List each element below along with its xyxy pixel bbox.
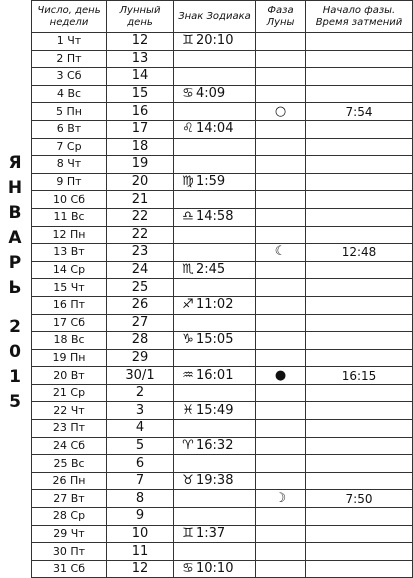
- table-row: [32, 402, 413, 420]
- table-row: [32, 208, 413, 226]
- date-cell: 13 Вт: [32, 244, 107, 262]
- zodiac-cell: [174, 85, 256, 103]
- moon-phase-icon: ●: [256, 367, 306, 385]
- side-letter: Ь: [8, 277, 22, 298]
- phase-start-time: [306, 384, 413, 402]
- zodiac-sign-icon: ♌: [182, 121, 194, 137]
- lunar-day-cell: 17: [107, 120, 174, 138]
- zodiac-cell: [174, 420, 256, 438]
- phase-start-time: [306, 50, 413, 68]
- date-cell: 12 Пн: [32, 226, 107, 244]
- lunar-day-cell: 10: [107, 525, 174, 543]
- date-cell: 7 Ср: [32, 138, 107, 156]
- zodiac-time: 19:38: [196, 473, 234, 489]
- lunar-day-cell: 3: [107, 402, 174, 420]
- moon-phase-icon: [256, 279, 306, 297]
- month-year-vertical-label: [0, 0, 30, 565]
- header-zodiac: Знак Зодиака: [174, 1, 256, 33]
- moon-phase-icon: ○: [256, 103, 306, 121]
- table-row: [32, 261, 413, 279]
- zodiac-cell: [174, 138, 256, 156]
- zodiac-time: 10:10: [196, 561, 234, 577]
- moon-phase-icon: [256, 455, 306, 473]
- zodiac-sign-icon: ♈: [182, 437, 194, 453]
- zodiac-sign-icon: ♊: [182, 33, 194, 49]
- table-row: [32, 33, 413, 51]
- zodiac-cell: [174, 296, 256, 314]
- zodiac-sign-icon: ♑: [182, 332, 194, 348]
- date-cell: 3 Сб: [32, 68, 107, 86]
- zodiac-sign-icon: ♊: [182, 525, 194, 541]
- date-cell: 2 Пт: [32, 50, 107, 68]
- moon-phase-icon: ☽: [256, 490, 306, 508]
- table-row: [32, 279, 413, 297]
- date-cell: 16 Пт: [32, 296, 107, 314]
- phase-start-time: [306, 156, 413, 174]
- zodiac-time: 14:58: [196, 209, 234, 225]
- lunar-day-cell: 13: [107, 50, 174, 68]
- header-row: [32, 1, 413, 33]
- table-row: [32, 50, 413, 68]
- zodiac-cell: [174, 490, 256, 508]
- moon-phase-icon: [256, 138, 306, 156]
- header-eclipse-time: Начало фазы. Время затмений: [306, 1, 413, 33]
- lunar-day-cell: 18: [107, 138, 174, 156]
- lunar-day-cell: 6: [107, 455, 174, 473]
- lunar-day-cell: 11: [107, 543, 174, 561]
- phase-start-time: [306, 173, 413, 191]
- lunar-day-cell: 7: [107, 472, 174, 490]
- table-row: [32, 490, 413, 508]
- date-cell: 18 Вс: [32, 332, 107, 350]
- phase-start-time: [306, 543, 413, 561]
- table-row: [32, 367, 413, 385]
- zodiac-sign-icon: ♓: [182, 402, 194, 418]
- moon-phase-icon: [256, 543, 306, 561]
- side-digit: 1: [9, 366, 21, 387]
- lunar-day-cell: 22: [107, 226, 174, 244]
- side-letter: Н: [7, 177, 23, 198]
- zodiac-time: 20:10: [196, 33, 234, 49]
- header-date: Число, день недели: [32, 1, 107, 33]
- lunar-day-cell: 5: [107, 437, 174, 455]
- zodiac-time: 16:32: [196, 437, 234, 453]
- zodiac-cell: [174, 68, 256, 86]
- moon-phase-icon: [256, 525, 306, 543]
- zodiac-cell: [174, 560, 256, 578]
- zodiac-time: 1:59: [196, 174, 226, 190]
- moon-phase-icon: [256, 261, 306, 279]
- table-row: [32, 349, 413, 367]
- phase-start-time: [306, 279, 413, 297]
- zodiac-sign-icon: ♉: [182, 473, 194, 489]
- date-cell: 9 Пт: [32, 173, 107, 191]
- moon-phase-icon: [256, 332, 306, 350]
- zodiac-sign-icon: ♋: [182, 86, 194, 102]
- table-row: [32, 103, 413, 121]
- zodiac-cell: [174, 525, 256, 543]
- date-cell: 5 Пн: [32, 103, 107, 121]
- table-row: [32, 226, 413, 244]
- date-cell: 28 Ср: [32, 508, 107, 526]
- zodiac-cell: [174, 173, 256, 191]
- phase-start-time: [306, 560, 413, 578]
- date-cell: 27 Вт: [32, 490, 107, 508]
- phase-start-time: [306, 420, 413, 438]
- phase-start-time: [306, 296, 413, 314]
- zodiac-time: 4:09: [196, 86, 226, 102]
- zodiac-cell: [174, 156, 256, 174]
- zodiac-cell: [174, 508, 256, 526]
- table-row: [32, 296, 413, 314]
- table-row: [32, 85, 413, 103]
- lunar-day-cell: 12: [107, 33, 174, 51]
- zodiac-cell: [174, 314, 256, 332]
- zodiac-cell: [174, 455, 256, 473]
- zodiac-cell: [174, 279, 256, 297]
- moon-phase-icon: [256, 50, 306, 68]
- zodiac-cell: [174, 226, 256, 244]
- date-cell: 8 Чт: [32, 156, 107, 174]
- lunar-day-cell: 2: [107, 384, 174, 402]
- side-digit: 5: [9, 391, 21, 412]
- zodiac-cell: [174, 33, 256, 51]
- table-row: [32, 384, 413, 402]
- zodiac-cell: [174, 120, 256, 138]
- phase-start-time: 16:15: [306, 367, 413, 385]
- side-letter: В: [8, 202, 22, 223]
- table-row: [32, 68, 413, 86]
- moon-phase-icon: [256, 226, 306, 244]
- zodiac-cell: [174, 349, 256, 367]
- phase-start-time: [306, 208, 413, 226]
- phase-start-time: [306, 191, 413, 209]
- side-letter: Я: [8, 152, 22, 173]
- date-cell: 25 Вс: [32, 455, 107, 473]
- moon-phase-icon: [256, 472, 306, 490]
- date-cell: 10 Сб: [32, 191, 107, 209]
- zodiac-cell: [174, 191, 256, 209]
- zodiac-cell: [174, 244, 256, 262]
- zodiac-cell: [174, 332, 256, 350]
- zodiac-cell: [174, 50, 256, 68]
- moon-phase-icon: [256, 508, 306, 526]
- phase-start-time: [306, 508, 413, 526]
- zodiac-time: 11:02: [196, 297, 234, 313]
- date-cell: 31 Сб: [32, 560, 107, 578]
- side-digit: 0: [9, 341, 21, 362]
- date-cell: 4 Вс: [32, 85, 107, 103]
- lunar-day-cell: 8: [107, 490, 174, 508]
- table-row: [32, 156, 413, 174]
- phase-start-time: [306, 138, 413, 156]
- phase-start-time: [306, 120, 413, 138]
- zodiac-sign-icon: ♐: [182, 297, 194, 313]
- phase-start-time: 12:48: [306, 244, 413, 262]
- phase-start-time: [306, 332, 413, 350]
- zodiac-time: 2:45: [196, 262, 226, 278]
- zodiac-sign-icon: ♏: [182, 262, 194, 278]
- moon-phase-icon: [256, 402, 306, 420]
- zodiac-time: 16:01: [196, 367, 234, 383]
- date-cell: 11 Вс: [32, 208, 107, 226]
- lunar-calendar-table: [31, 0, 413, 578]
- zodiac-cell: [174, 384, 256, 402]
- date-cell: 6 Вт: [32, 120, 107, 138]
- date-cell: 30 Пт: [32, 543, 107, 561]
- zodiac-sign-icon: ♍: [182, 174, 194, 190]
- moon-phase-icon: [256, 437, 306, 455]
- lunar-day-cell: 23: [107, 244, 174, 262]
- phase-start-time: [306, 472, 413, 490]
- phase-start-time: [306, 226, 413, 244]
- moon-phase-icon: [256, 85, 306, 103]
- zodiac-cell: [174, 261, 256, 279]
- zodiac-time: 14:04: [196, 121, 234, 137]
- side-letter: Р: [8, 252, 22, 273]
- phase-start-time: 7:54: [306, 103, 413, 121]
- lunar-day-cell: 12: [107, 560, 174, 578]
- moon-phase-icon: [256, 384, 306, 402]
- lunar-day-cell: 22: [107, 208, 174, 226]
- zodiac-cell: [174, 103, 256, 121]
- table-row: [32, 332, 413, 350]
- zodiac-cell: [174, 543, 256, 561]
- header-lunar-day: Лунный день: [107, 1, 174, 33]
- moon-phase-icon: [256, 420, 306, 438]
- lunar-day-cell: 15: [107, 85, 174, 103]
- zodiac-time: 15:49: [196, 402, 234, 418]
- moon-phase-icon: [256, 349, 306, 367]
- lunar-day-cell: 16: [107, 103, 174, 121]
- zodiac-cell: [174, 402, 256, 420]
- phase-start-time: [306, 261, 413, 279]
- table-row: [32, 508, 413, 526]
- table-row: [32, 120, 413, 138]
- header-moon-phase: Фаза Луны: [256, 1, 306, 33]
- moon-phase-icon: [256, 68, 306, 86]
- table-row: [32, 191, 413, 209]
- table-row: [32, 420, 413, 438]
- zodiac-sign-icon: ♋: [182, 561, 194, 577]
- zodiac-cell: [174, 208, 256, 226]
- zodiac-time: 1:37: [196, 525, 226, 541]
- date-cell: 29 Чт: [32, 525, 107, 543]
- zodiac-sign-icon: ♒: [182, 367, 194, 383]
- table-body: [32, 33, 413, 578]
- phase-start-time: [306, 314, 413, 332]
- table-row: [32, 138, 413, 156]
- phase-start-time: [306, 437, 413, 455]
- moon-phase-icon: [256, 120, 306, 138]
- side-letter: А: [8, 227, 22, 248]
- table-row: [32, 472, 413, 490]
- zodiac-cell: [174, 472, 256, 490]
- table-row: [32, 455, 413, 473]
- lunar-day-cell: 24: [107, 261, 174, 279]
- phase-start-time: [306, 455, 413, 473]
- moon-phase-icon: [256, 314, 306, 332]
- phase-start-time: [306, 33, 413, 51]
- table-row: [32, 173, 413, 191]
- phase-start-time: [306, 525, 413, 543]
- lunar-day-cell: 26: [107, 296, 174, 314]
- date-cell: 22 Чт: [32, 402, 107, 420]
- lunar-day-cell: 4: [107, 420, 174, 438]
- date-cell: 26 Пн: [32, 472, 107, 490]
- date-cell: 17 Сб: [32, 314, 107, 332]
- lunar-day-cell: 28: [107, 332, 174, 350]
- phase-start-time: 7:50: [306, 490, 413, 508]
- table-row: [32, 437, 413, 455]
- moon-phase-icon: [256, 173, 306, 191]
- date-cell: 21 Ср: [32, 384, 107, 402]
- table-row: [32, 525, 413, 543]
- moon-phase-icon: [256, 156, 306, 174]
- phase-start-time: [306, 349, 413, 367]
- lunar-day-cell: 19: [107, 156, 174, 174]
- table-row: [32, 560, 413, 578]
- date-cell: 1 Чт: [32, 33, 107, 51]
- date-cell: 19 Пн: [32, 349, 107, 367]
- lunar-day-cell: 27: [107, 314, 174, 332]
- moon-phase-icon: [256, 560, 306, 578]
- zodiac-cell: [174, 367, 256, 385]
- table-row: [32, 314, 413, 332]
- phase-start-time: [306, 68, 413, 86]
- date-cell: 24 Сб: [32, 437, 107, 455]
- lunar-day-cell: 29: [107, 349, 174, 367]
- table-row: [32, 543, 413, 561]
- side-digit: 2: [9, 316, 21, 337]
- lunar-day-cell: 14: [107, 68, 174, 86]
- lunar-day-cell: 20: [107, 173, 174, 191]
- lunar-day-cell: 30/1: [107, 367, 174, 385]
- moon-phase-icon: ☾: [256, 244, 306, 262]
- lunar-day-cell: 21: [107, 191, 174, 209]
- moon-phase-icon: [256, 208, 306, 226]
- date-cell: 14 Ср: [32, 261, 107, 279]
- moon-phase-icon: [256, 296, 306, 314]
- date-cell: 15 Чт: [32, 279, 107, 297]
- moon-phase-icon: [256, 33, 306, 51]
- date-cell: 23 Пт: [32, 420, 107, 438]
- zodiac-cell: [174, 437, 256, 455]
- table-row: [32, 244, 413, 262]
- date-cell: 20 Вт: [32, 367, 107, 385]
- zodiac-sign-icon: ♎: [182, 209, 194, 225]
- lunar-day-cell: 25: [107, 279, 174, 297]
- moon-phase-icon: [256, 191, 306, 209]
- phase-start-time: [306, 85, 413, 103]
- lunar-day-cell: 9: [107, 508, 174, 526]
- zodiac-time: 15:05: [196, 332, 234, 348]
- phase-start-time: [306, 402, 413, 420]
